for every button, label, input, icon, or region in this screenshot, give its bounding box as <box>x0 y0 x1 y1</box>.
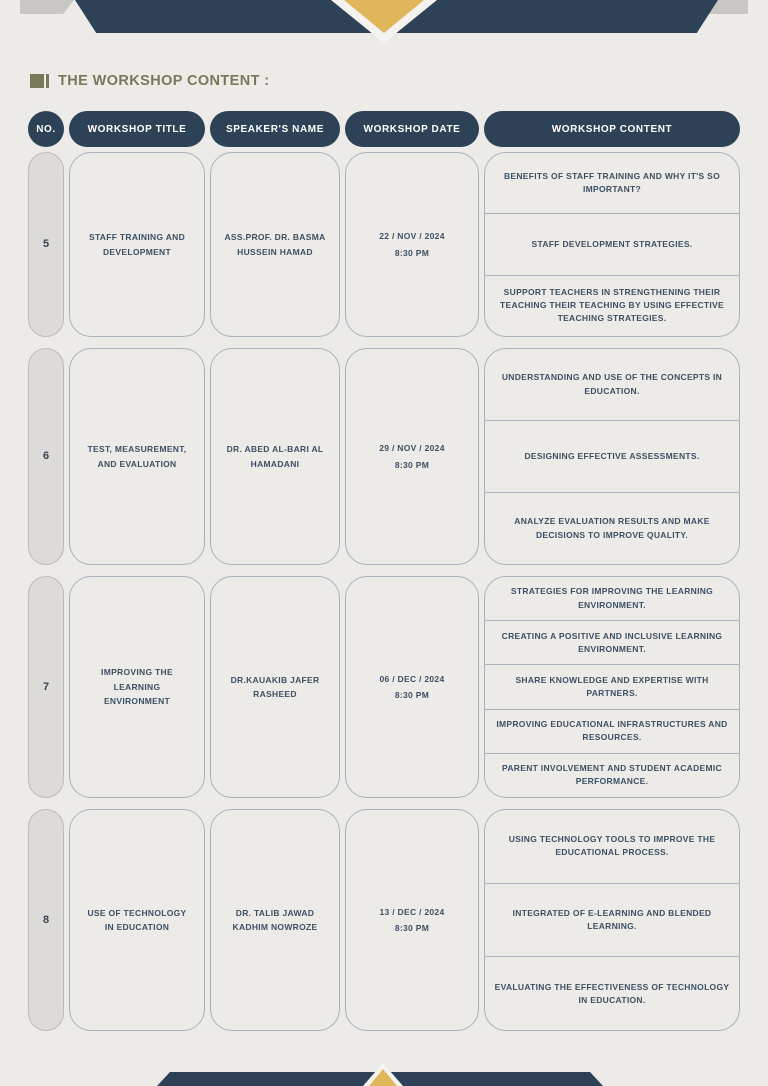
section-heading-text: THE WORKSHOP CONTENT : <box>58 73 270 89</box>
row-number-pill <box>28 348 64 565</box>
header-speakers-name: SPEAKER'S NAME <box>210 111 340 147</box>
speaker-name: ASS.PROF. DR. BASMA HUSSEIN HAMAD <box>224 232 326 257</box>
content-item: USING TECHNOLOGY TOOLS TO IMPROVE THE EDUCATIONAL PROCESS. <box>508 834 716 858</box>
workshop-title-cell <box>69 348 205 565</box>
workshop-date-cell <box>345 576 479 798</box>
workshop-time: 8:30 PM <box>394 459 430 470</box>
header-workshop-date: WORKSHOP DATE <box>345 111 479 147</box>
content-item: STRATEGIES FOR IMPROVING THE LEARNING ENVIRONMENT. <box>510 586 714 610</box>
workshop-title-cell <box>69 152 205 337</box>
row-number: 5 <box>42 238 50 251</box>
speaker-name-cell <box>210 348 340 565</box>
header-no: NO. <box>28 111 64 147</box>
content-item: SHARE KNOWLEDGE AND EXPERTISE WITH PARTNERS. <box>485 664 739 708</box>
workshop-title-cell <box>69 809 205 1031</box>
square-bullet-icon <box>30 74 44 88</box>
workshop-date-cell <box>345 809 479 1031</box>
header-workshop-title: WORKSHOP TITLE <box>69 111 205 147</box>
workshop-date-cell <box>345 152 479 337</box>
content-item: SUPPORT TEACHERS IN STRENGTHENING THEIR TEACHING THEIR TEACHING BY USING EFFECTIVE TEACHING STRATEGIES. <box>485 275 739 336</box>
workshop-content-cell <box>484 809 740 1031</box>
row-number: 8 <box>42 913 50 926</box>
section-heading <box>30 73 270 89</box>
content-item: IMPROVING EDUCATIONAL INFRASTRUCTURES AND RESOURCES. <box>485 709 739 753</box>
workshop-time: 8:30 PM <box>394 247 430 258</box>
workshop-date: 29 / NOV / 2024 <box>379 443 445 454</box>
workshop-title-cell <box>69 576 205 798</box>
row-number-pill <box>28 152 64 337</box>
workshop-title: USE OF TECHNOLOGY IN EDUCATION <box>87 907 187 932</box>
content-item: EVALUATING THE EFFECTIVENESS OF TECHNOLOGY IN EDUCATION. <box>485 956 739 1030</box>
table-row <box>28 348 740 565</box>
row-number-pill <box>28 576 64 798</box>
workshop-content-cell <box>484 576 740 798</box>
workshop-content-cell <box>484 152 740 337</box>
speaker-name: DR.KAUAKIB JAFER RASHEED <box>230 674 320 699</box>
workshop-time: 8:30 PM <box>394 690 430 700</box>
table-row <box>28 576 740 798</box>
speaker-name: DR. TALIB JAWAD KADHIM NOWROZE <box>232 907 318 932</box>
bar-bullet-icon <box>46 74 49 88</box>
content-item: DESIGNING EFFECTIVE ASSESSMENTS. <box>485 420 739 492</box>
workshop-date: 22 / NOV / 2024 <box>379 231 445 242</box>
content-item: STAFF DEVELOPMENT STRATEGIES. <box>485 213 739 274</box>
content-item: PARENT INVOLVEMENT AND STUDENT ACADEMIC PERFORMANCE. <box>485 753 739 797</box>
workshop-title: STAFF TRAINING AND DEVELOPMENT <box>88 232 186 257</box>
workshop-date: 13 / DEC / 2024 <box>379 906 445 917</box>
content-item: ANALYZE EVALUATION RESULTS AND MAKE DECISIONS TO IMPROVE QUALITY. <box>485 492 739 564</box>
workshop-title: TEST, MEASUREMENT, AND EVALUATION <box>87 444 187 469</box>
workshop-time: 8:30 PM <box>394 923 430 933</box>
content-item: INTEGRATED OF E-LEARNING AND BLENDED LEARNING. <box>485 883 739 957</box>
workshop-date-cell <box>345 348 479 565</box>
top-banner-gray-corner-left <box>20 0 74 14</box>
table-row <box>28 152 740 337</box>
header-workshop-content: WORKSHOP CONTENT <box>484 111 740 147</box>
content-item: CREATING A POSITIVE AND INCLUSIVE LEARNING ENVIRONMENT. <box>485 620 739 664</box>
table-header-row <box>28 111 740 147</box>
workshop-date: 06 / DEC / 2024 <box>379 673 445 684</box>
row-number: 6 <box>42 450 50 463</box>
speaker-name-cell <box>210 809 340 1031</box>
row-number: 7 <box>42 680 50 693</box>
workshop-content-cell <box>484 348 740 565</box>
content-item: UNDERSTANDING AND USE OF THE CONCEPTS IN EDUCATION. <box>501 372 723 396</box>
speaker-name-cell <box>210 576 340 798</box>
table-row <box>28 809 740 1031</box>
table-body <box>28 152 740 1031</box>
speaker-name-cell <box>210 152 340 337</box>
content-item: BENEFITS OF STAFF TRAINING AND WHY IT'S SO IMPORTANT? <box>503 170 721 195</box>
row-number-pill <box>28 809 64 1031</box>
workshop-title: IMPROVING THE LEARNING ENVIRONMENT <box>101 667 173 707</box>
speaker-name: DR. ABED AL-BARI AL HAMADANI <box>226 444 324 469</box>
workshop-table <box>28 111 740 1031</box>
